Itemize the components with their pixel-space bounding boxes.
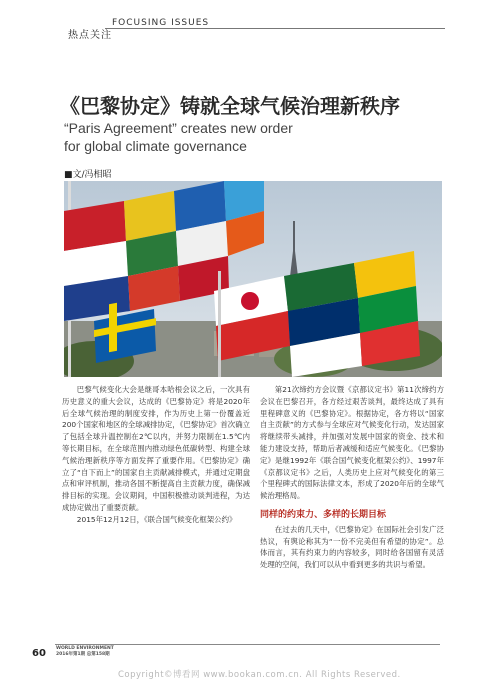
magazine-issue: 2016年第1期 总第158期 (56, 652, 110, 657)
footer-divider (55, 644, 440, 645)
magazine-name: WORLD ENVIRONMENT (56, 646, 114, 651)
article-title-en-line1: “Paris Agreement” creates new order (64, 120, 293, 136)
body-column-left (62, 384, 250, 526)
article-title-en-line2: for global climate governance (64, 138, 247, 154)
body-column-right (260, 384, 444, 571)
section-label-cn: 热点关注 (68, 30, 112, 41)
header-divider (105, 28, 445, 29)
section-subheading: 同样的约束力、多样的长期目标 (260, 509, 387, 520)
paragraph: 在过去的几天中，《巴黎协定》在国际社会引发广泛热议，有舆论称其为“一份不完美但有希望的协定”。总体而言，其有约束力的内容较多，同时给各国留有灵活处理的空间，我们可以从中看到更多的共识与希望。 (260, 524, 444, 570)
article-title-cn: 《巴黎协定》铸就全球气候治理新秩序 (60, 94, 400, 118)
paragraph: 2015年12月12日，《联合国气候变化框架公约》 (76, 514, 237, 524)
copyright-watermark: Copyright©博看网 www.bookan.com.cn. All Rights Reserved. (118, 670, 401, 680)
section-label-en: FOCUSING ISSUES (112, 18, 210, 28)
article-title-en (64, 119, 444, 155)
paragraph: 巴黎气候变化大会是继哥本哈根会议之后，一次具有历史意义的重大会议，达成的《巴黎协定》将是2020年后全球气候治理的制度安排，作为历史上第一份覆盖近200个国家和地区的全球减排协定，《巴黎协定》首次确立了包括全球升温控制在2℃以内，并努力限制在1.5℃内等长期目标，在全球范围内推动绿色低碳转型、构建全球气候治理新秩序等方面发挥了重要作用。《巴黎协定》确立了“自下而上”的国家自主贡献减排模式，并通过定期盘点和审评机制，推动各国不断提高自主贡献力度，确保减排目标的实现。会议期间，中国积极推动谈判进程，为达成协定做出了重要贡献。 (62, 385, 250, 512)
paragraph: 第21次缔约方会议暨《京都议定书》第11次缔约方会议在巴黎召开，各方经过艰苦谈判，最终达成了具有里程碑意义的《巴黎协定》。根据协定，各方将以“国家自主贡献”的方式参与全球应对气候变化行动，发达国家将继续带头减排，并加强对发展中国家的资金、技术和能力建设支持，帮助后者减缓和适应气候变化。《巴黎协定》是继1992年《联合国气候变化框架公约》、1997年《京都议定书》之后，人类历史上应对气候变化的第三个里程碑式的国际法律文本，形成了2020年后的全球气候治理格局。 (260, 385, 444, 501)
byline: ■文/冯相昭 (64, 170, 112, 180)
page-number: 60 (32, 648, 46, 659)
flags-eiffel-tower-image (64, 181, 442, 377)
magazine-info (56, 646, 114, 658)
article-photo (64, 181, 442, 377)
